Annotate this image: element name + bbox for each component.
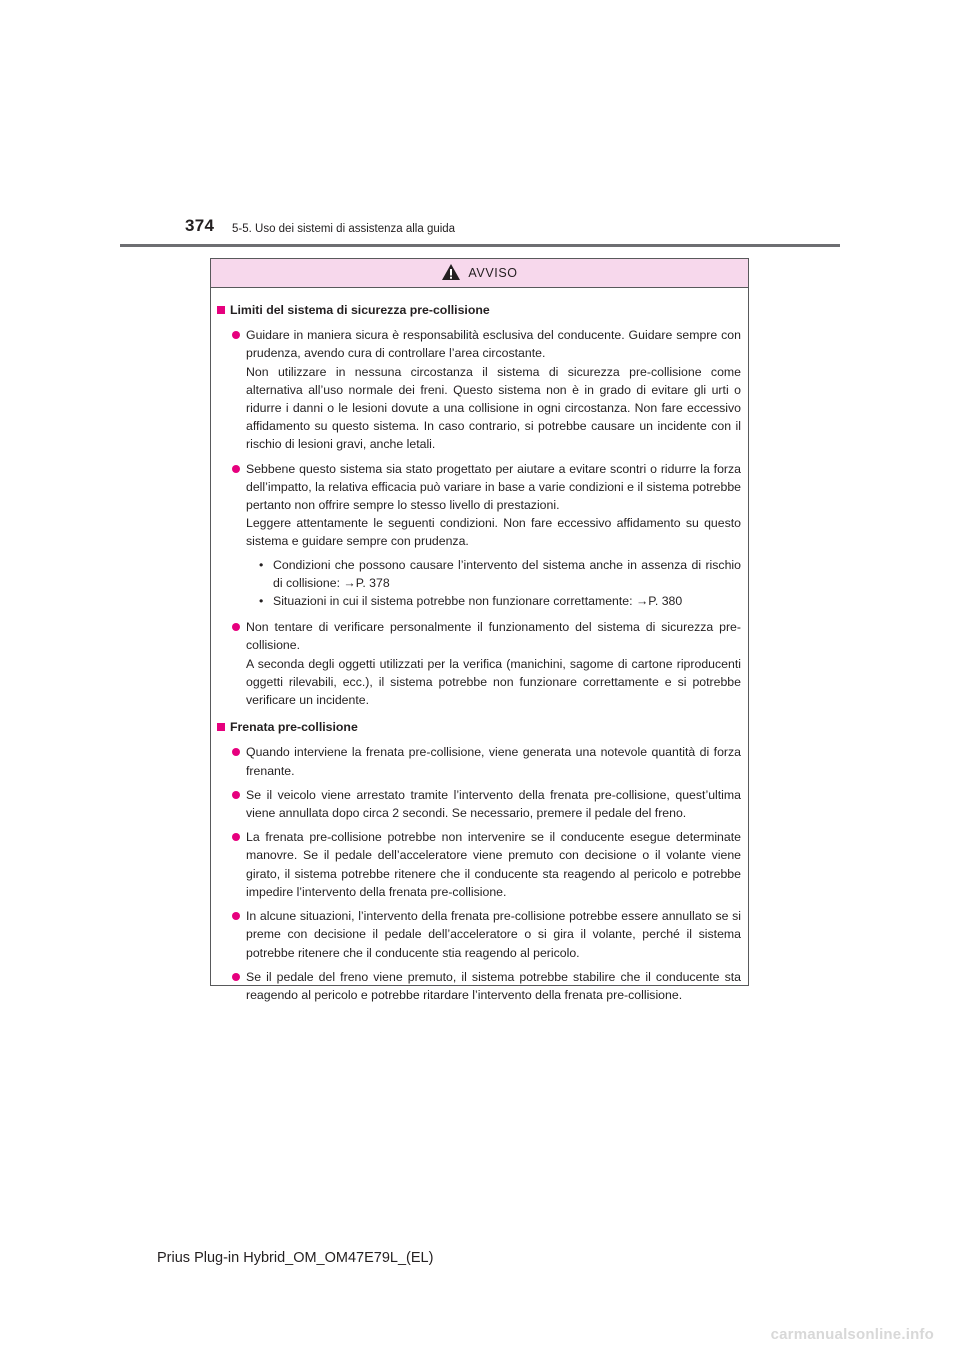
round-bullet-icon <box>232 623 240 631</box>
bullet-item <box>232 907 741 962</box>
sub-bullet-icon: • <box>259 594 264 609</box>
warning-body <box>211 288 748 1004</box>
round-bullet-icon <box>232 833 240 841</box>
sub-bullet-icon: • <box>259 557 264 572</box>
bullet-item <box>232 618 741 709</box>
bullet-text <box>246 618 741 709</box>
footer-model-code: Prius Plug-in Hybrid_OM_OM47E79L_(EL) <box>157 1250 434 1266</box>
bullet-paragraph: Non utilizzare in nessuna circostanza il sistema di sicurezza pre-collisione come alternativa all’uso normale dei freni. Questo sistema non è in grado di evitare gli urti o ridurre i danni o le lesioni dovute a una collisione in ogni circostanza. Non fare eccessivo affidamento su questo sistema. In caso contrario, si potrebbe causare un incidente con il rischio di lesioni gravi, anche letali. <box>246 364 741 452</box>
bullet-text <box>246 907 741 962</box>
round-bullet-icon <box>232 973 240 981</box>
bullet-paragraph: La frenata pre-collisione potrebbe non intervenire se il conducente esegue determinate manovre. Se il pedale dell’acceleratore viene premuto con decisione o il volante viene girato, il sistema potrebbe ritenere che il conducente sta reagendo al pericolo e potrebbe impedire l’intervento della frenata pre-collisione. <box>246 830 741 899</box>
section-heading <box>217 718 741 736</box>
round-bullet-icon <box>232 465 240 473</box>
bullet-item <box>232 326 741 453</box>
bullet-text <box>246 968 741 1004</box>
bullet-paragraph: Guidare in maniera sicura è responsabilità esclusiva del conducente. Guidare sempre con prudenza, avendo cura di controllare l’area circostante. <box>246 328 741 361</box>
sub-item <box>259 592 741 610</box>
bullet-paragraph: Leggere attentamente le seguenti condizioni. Non fare eccessivo affidamento su questo sistema e guidare sempre con prudenza. <box>246 516 741 549</box>
bullet-text <box>246 326 741 453</box>
round-bullet-icon <box>232 912 240 920</box>
bullet-paragraph: Sebbene questo sistema sia stato progettato per aiutare a evitare scontri o ridurre la forza dell’impatto, la relativa efficacia può variare in base a varie condizioni e il sistema potrebbe pertanto non offrire sempre lo stesso livello di prestazioni. <box>246 461 741 513</box>
warning-header <box>211 259 748 288</box>
section-heading-text: Frenata pre-collisione <box>230 720 358 735</box>
sub-item-text: Condizioni che possono causare l’intervento del sistema anche in assenza di rischio di collisione: →P. 378 <box>273 557 741 590</box>
section-title: 5-5. Uso dei sistemi di assistenza alla guida <box>232 223 456 235</box>
watermark: carmanualsonline.info <box>770 1326 934 1343</box>
bullet-item <box>232 743 741 779</box>
round-bullet-icon <box>232 748 240 756</box>
warning-title: AVVISO <box>468 266 518 280</box>
round-bullet-icon <box>232 791 240 799</box>
round-bullet-icon <box>232 331 240 339</box>
bullet-text <box>246 743 741 779</box>
bullet-paragraph: Se il veicolo viene arrestato tramite l’intervento della frenata pre-collisione, quest’ultima viene annullata dopo circa 2 secondi. Se necessario, premere il pedale del freno. <box>246 787 741 821</box>
square-bullet-icon <box>217 723 225 731</box>
bullet-paragraph: In alcune situazioni, l’intervento della frenata pre-collisione potrebbe essere annullato se si preme con decisione il pedale dell’acceleratore o si gira il volante, perché il sistema potrebbe ritenere che il conducente stia reagendo al pericolo. <box>246 909 741 960</box>
bullet-item <box>232 828 741 901</box>
section-heading-text: Limiti del sistema di sicurezza pre-collisione <box>230 303 490 317</box>
bullet-text <box>246 460 741 613</box>
sub-item-text: Situazioni in cui il sistema potrebbe non funzionare correttamente: →P. 380 <box>273 594 683 609</box>
sub-item <box>259 556 741 592</box>
bullet-paragraph: A seconda degli oggetti utilizzati per la verifica (manichini, sagome di cartone riproducenti oggetti rilevabili, ecc.), il sistema potrebbe non funzionare correttamente e si potrebbe verificare un incidente. <box>246 656 741 708</box>
warning-triangle-icon <box>441 263 461 281</box>
bullet-paragraph: Se il pedale del freno viene premuto, il sistema potrebbe stabilire che il conducente sta reagendo al pericolo e potrebbe ritardare l’intervento della frenata pre-collisione. <box>246 969 741 1002</box>
sub-item-list <box>246 556 741 611</box>
bullet-paragraph: Quando interviene la frenata pre-collisione, viene generata una notevole quantità di forza frenante. <box>246 745 741 778</box>
bullet-paragraph: Non tentare di verificare personalmente il funzionamento del sistema di sicurezza pre-collisione. <box>246 620 741 653</box>
warning-box <box>210 258 749 1002</box>
bullet-item <box>232 968 741 1004</box>
page-number: 374 <box>185 216 215 235</box>
section-heading <box>217 301 741 319</box>
bullet-item <box>232 786 741 822</box>
bullet-text <box>246 828 741 901</box>
bullet-item <box>232 460 741 613</box>
header-rule <box>120 244 840 247</box>
square-bullet-icon <box>217 306 225 314</box>
bullet-text <box>246 786 741 822</box>
